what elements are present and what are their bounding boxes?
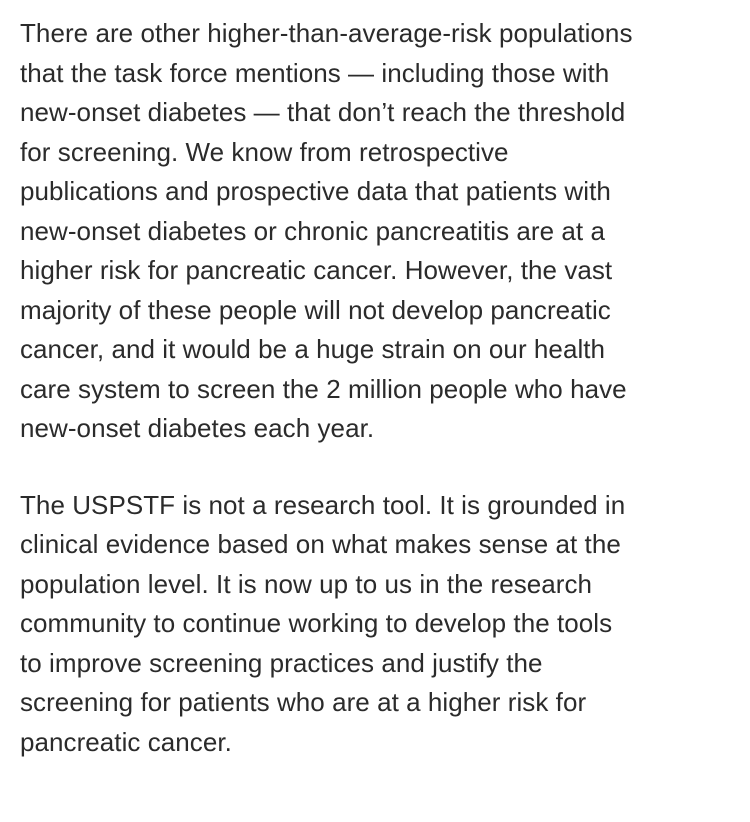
article-body — [20, 14, 732, 762]
text-line: to improve screening practices and justify the — [20, 647, 543, 678]
paragraph-2 — [20, 486, 732, 763]
text-line: The USPSTF is not a research tool. It is grounded in — [20, 489, 626, 520]
text-line: clinical evidence based on what makes sense at the — [20, 529, 621, 559]
text-line: publications and prospective data that patients with — [20, 176, 611, 206]
text-line: community to continue working to develop the tools — [20, 608, 613, 638]
text-line: cancer, and it would be a huge strain on our health — [20, 334, 606, 364]
text-line: pancreatic cancer. — [20, 726, 232, 757]
text-line: population level. It is now up to us in the research — [20, 568, 593, 599]
text-line: There are other higher-than-average-risk populations — [20, 18, 633, 48]
text-line: care system to screen the 2 million people who have — [20, 373, 627, 404]
text-line: new-onset diabetes or chronic pancreatitis are at a — [20, 215, 605, 246]
text-line: new-onset diabetes — that don’t reach the threshold — [20, 97, 626, 127]
text-line: new-onset diabetes each year. — [20, 413, 375, 443]
text-line: screening for patients who are at a higher risk for — [20, 687, 587, 717]
paragraph-1 — [20, 14, 732, 449]
text-line: higher risk for pancreatic cancer. However, the vast — [20, 255, 613, 285]
text-line: majority of these people will not develop pancreatic — [20, 294, 611, 325]
text-line: for screening. We know from retrospective — [20, 136, 509, 167]
text-line: that the task force mentions — including those with — [20, 57, 610, 88]
